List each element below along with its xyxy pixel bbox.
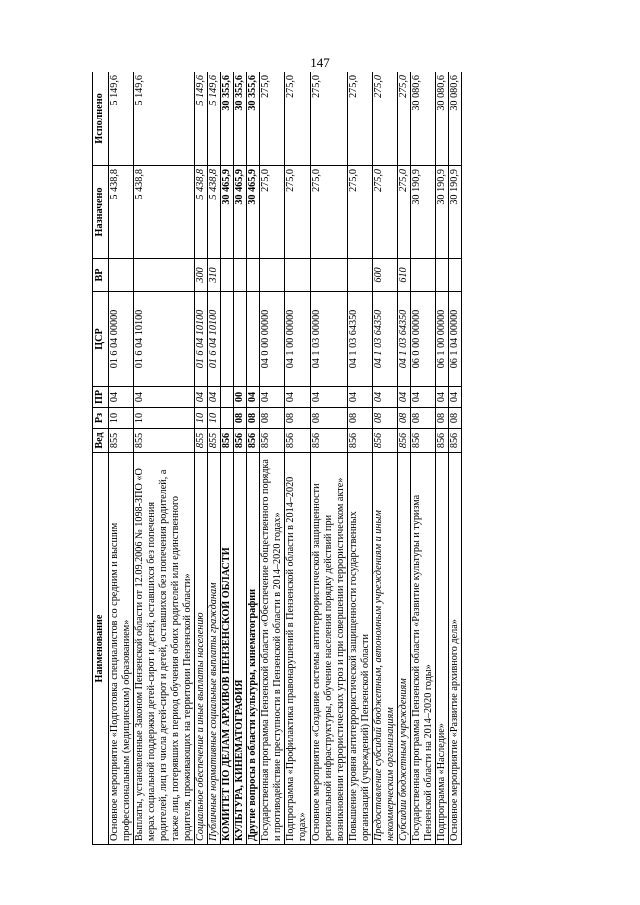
header-csr: ЦСР [93, 292, 109, 387]
cell-rz: 10 [109, 408, 134, 429]
table-row [347, 72, 372, 845]
cell-pr: 04 [448, 387, 461, 408]
cell-rz [221, 408, 234, 429]
cell-csr [247, 292, 260, 387]
cell-ved: 856 [285, 429, 310, 453]
cell-ved: 856 [372, 429, 397, 453]
cell-ved: 856 [347, 429, 372, 453]
cell-naznacheno: 275,0 [260, 166, 285, 259]
cell-name: КОМИТЕТ ПО ДЕЛАМ АРХИВОВ ПЕНЗЕНСКОЙ ОБЛАСТИ [221, 453, 234, 845]
cell-naznacheno: 275,0 [347, 166, 372, 259]
cell-name: Подпрограмма «Профилактика правонарушений в Пензенской области в 2014–2020 годах» [285, 453, 310, 845]
cell-vr [234, 259, 247, 292]
cell-ispolneno: 5 149,6 [109, 72, 134, 166]
cell-vr [109, 259, 134, 292]
table-row [310, 72, 347, 845]
cell-pr [221, 387, 234, 408]
cell-naznacheno: 30 465,9 [234, 166, 247, 259]
cell-csr [234, 292, 247, 387]
cell-pr: 04 [260, 387, 285, 408]
cell-name: Другие вопросы в области культуры, кинематографии [247, 453, 260, 845]
cell-vr [347, 259, 372, 292]
table-row [221, 72, 234, 845]
cell-ved: 856 [221, 429, 234, 453]
cell-ispolneno: 30 355,6 [234, 72, 247, 166]
header-ispolneno: Исполнено [93, 72, 109, 166]
table-row [448, 72, 461, 845]
cell-name: Предоставление субсидий бюджетным, автономным учреждениям и иным некоммерческим организациям [372, 453, 397, 845]
cell-vr: 310 [208, 259, 221, 292]
cell-naznacheno: 30 465,9 [247, 166, 260, 259]
table-row [234, 72, 247, 845]
table-row [195, 72, 208, 845]
cell-csr: 06 1 04 00000 [448, 292, 461, 387]
cell-naznacheno: 275,0 [372, 166, 397, 259]
cell-rz: 08 [448, 408, 461, 429]
cell-ispolneno: 275,0 [347, 72, 372, 166]
cell-vr [310, 259, 347, 292]
cell-ispolneno: 5 149,6 [134, 72, 195, 166]
cell-rz: 08 [234, 408, 247, 429]
table-row [109, 72, 134, 845]
cell-ved: 855 [195, 429, 208, 453]
cell-ispolneno: 30 080,6 [448, 72, 461, 166]
cell-ved: 855 [134, 429, 195, 453]
cell-name: Субсидии бюджетным учреждениям [397, 453, 410, 845]
cell-pr: 04 [285, 387, 310, 408]
cell-pr: 00 [234, 387, 247, 408]
cell-ispolneno: 5 149,6 [208, 72, 221, 166]
cell-rz: 08 [247, 408, 260, 429]
cell-name: Основное мероприятие «Развитие архивного дела» [448, 453, 461, 845]
cell-pr: 04 [410, 387, 435, 408]
table-row [208, 72, 221, 845]
cell-name: Социальное обеспечение и иные выплаты населению [195, 453, 208, 845]
cell-naznacheno: 30 465,9 [221, 166, 234, 259]
cell-ispolneno: 275,0 [285, 72, 310, 166]
budget-table [92, 72, 462, 845]
cell-rz: 08 [285, 408, 310, 429]
cell-csr: 04 1 03 64350 [372, 292, 397, 387]
table-row [285, 72, 310, 845]
cell-ved: 856 [234, 429, 247, 453]
cell-ispolneno: 30 355,6 [247, 72, 260, 166]
cell-vr [435, 259, 448, 292]
cell-csr: 06 0 00 00000 [410, 292, 435, 387]
cell-ispolneno: 30 355,6 [221, 72, 234, 166]
cell-pr: 04 [208, 387, 221, 408]
cell-csr: 01 6 04 00000 [109, 292, 134, 387]
cell-ispolneno: 30 080,6 [435, 72, 448, 166]
cell-ved: 856 [435, 429, 448, 453]
cell-ispolneno: 30 080,6 [410, 72, 435, 166]
cell-pr: 04 [310, 387, 347, 408]
cell-ispolneno: 275,0 [310, 72, 347, 166]
cell-vr: 610 [397, 259, 410, 292]
cell-naznacheno: 5 438,8 [134, 166, 195, 259]
cell-vr [410, 259, 435, 292]
cell-csr: 06 1 00 00000 [435, 292, 448, 387]
cell-pr: 04 [397, 387, 410, 408]
header-vr: ВР [93, 259, 109, 292]
cell-vr [221, 259, 234, 292]
cell-csr [221, 292, 234, 387]
header-ved: Вед [93, 429, 109, 453]
header-rz: Рз [93, 408, 109, 429]
cell-pr: 04 [372, 387, 397, 408]
cell-naznacheno: 275,0 [397, 166, 410, 259]
cell-csr: 04 1 03 64350 [347, 292, 372, 387]
cell-naznacheno: 30 190,9 [410, 166, 435, 259]
cell-rz: 08 [397, 408, 410, 429]
cell-ispolneno: 275,0 [260, 72, 285, 166]
header-pr: ПР [93, 387, 109, 408]
cell-csr: 01 6 04 10100 [195, 292, 208, 387]
table-row [260, 72, 285, 845]
header-name: Наименование [93, 453, 109, 845]
cell-ved: 856 [410, 429, 435, 453]
cell-name: Государственная программа Пензенской области «Развитие культуры и туризма Пензенской области на 2014–2020 годы» [410, 453, 435, 845]
cell-naznacheno: 5 438,8 [208, 166, 221, 259]
header-row [93, 72, 109, 845]
cell-name: Основное мероприятие «Подготовка специалистов со средним и высшим профессиональным (медицинским) образованием» [109, 453, 134, 845]
cell-rz: 10 [134, 408, 195, 429]
cell-csr: 01 6 04 10100 [208, 292, 221, 387]
cell-pr: 04 [435, 387, 448, 408]
cell-name: Публичные нормативные социальные выплаты гражданам [208, 453, 221, 845]
cell-rz: 08 [347, 408, 372, 429]
cell-naznacheno: 5 438,8 [195, 166, 208, 259]
cell-ispolneno: 5 149,6 [195, 72, 208, 166]
table-row [397, 72, 410, 845]
cell-pr: 04 [134, 387, 195, 408]
cell-name: Повышение уровня антитеррористической защищенности государственных организаций (учреждений) Пензенской области [347, 453, 372, 845]
cell-naznacheno: 5 438,8 [109, 166, 134, 259]
cell-name: Выплаты, установленные Законом Пензенской области от 12.09.2006 № 1098-ЗПО «О мерах социальной поддержки детей-сирот и детей, оставшихся без попечения родителей, лиц из числа детей-сирот и детей, оставшихся без попечения родителей, а также лиц, потерявших в период обучения обоих родителей или единственного родителя, проживающих на территории Пензенской области» [134, 453, 195, 845]
cell-rz: 08 [372, 408, 397, 429]
cell-rz: 10 [208, 408, 221, 429]
cell-pr: 04 [109, 387, 134, 408]
cell-rz: 10 [195, 408, 208, 429]
cell-pr: 04 [195, 387, 208, 408]
table-row [372, 72, 397, 845]
table-row [134, 72, 195, 845]
cell-csr: 04 1 03 64350 [397, 292, 410, 387]
cell-vr: 600 [372, 259, 397, 292]
cell-ved: 856 [448, 429, 461, 453]
cell-name: Государственная программа Пензенской области «Обеспечение общественного порядка и противодействие преступности в Пензенской области в 2014–2020 годах» [260, 453, 285, 845]
cell-ved: 856 [260, 429, 285, 453]
cell-csr: 04 1 00 00000 [285, 292, 310, 387]
table-row [435, 72, 448, 845]
rotated-table-wrapper [92, 72, 562, 845]
cell-naznacheno: 30 190,9 [435, 166, 448, 259]
table-row [247, 72, 260, 845]
cell-rz: 08 [260, 408, 285, 429]
cell-ved: 855 [109, 429, 134, 453]
cell-csr: 01 6 04 10100 [134, 292, 195, 387]
cell-csr: 04 0 00 00000 [260, 292, 285, 387]
cell-vr: 300 [195, 259, 208, 292]
table-body [109, 72, 462, 845]
page-number: 147 [310, 55, 330, 70]
table-row [410, 72, 435, 845]
cell-vr [134, 259, 195, 292]
cell-rz: 08 [435, 408, 448, 429]
cell-ispolneno: 275,0 [372, 72, 397, 166]
rotated-table-frame [92, 72, 562, 845]
cell-rz: 08 [310, 408, 347, 429]
cell-pr: 04 [347, 387, 372, 408]
cell-vr [260, 259, 285, 292]
cell-rz: 08 [410, 408, 435, 429]
cell-vr [285, 259, 310, 292]
cell-vr [247, 259, 260, 292]
cell-name: КУЛЬТУРА, КИНЕМАТОГРАФИЯ [234, 453, 247, 845]
cell-ved: 855 [208, 429, 221, 453]
cell-name: Подпрограмма «Наследие» [435, 453, 448, 845]
cell-naznacheno: 30 190,9 [448, 166, 461, 259]
cell-naznacheno: 275,0 [285, 166, 310, 259]
cell-naznacheno: 275,0 [310, 166, 347, 259]
cell-ved: 856 [310, 429, 347, 453]
cell-ispolneno: 275,0 [397, 72, 410, 166]
cell-ved: 856 [397, 429, 410, 453]
cell-vr [448, 259, 461, 292]
cell-name: Основное мероприятие «Создание системы антитеррористической защищенности региональной инфраструктуры, обучение населения порядку действий при возникновении террористических угроз и при совершении террористическом акте» [310, 453, 347, 845]
cell-ved: 856 [247, 429, 260, 453]
cell-pr: 04 [247, 387, 260, 408]
header-naznacheno: Назначено [93, 166, 109, 259]
cell-csr: 04 1 03 00000 [310, 292, 347, 387]
